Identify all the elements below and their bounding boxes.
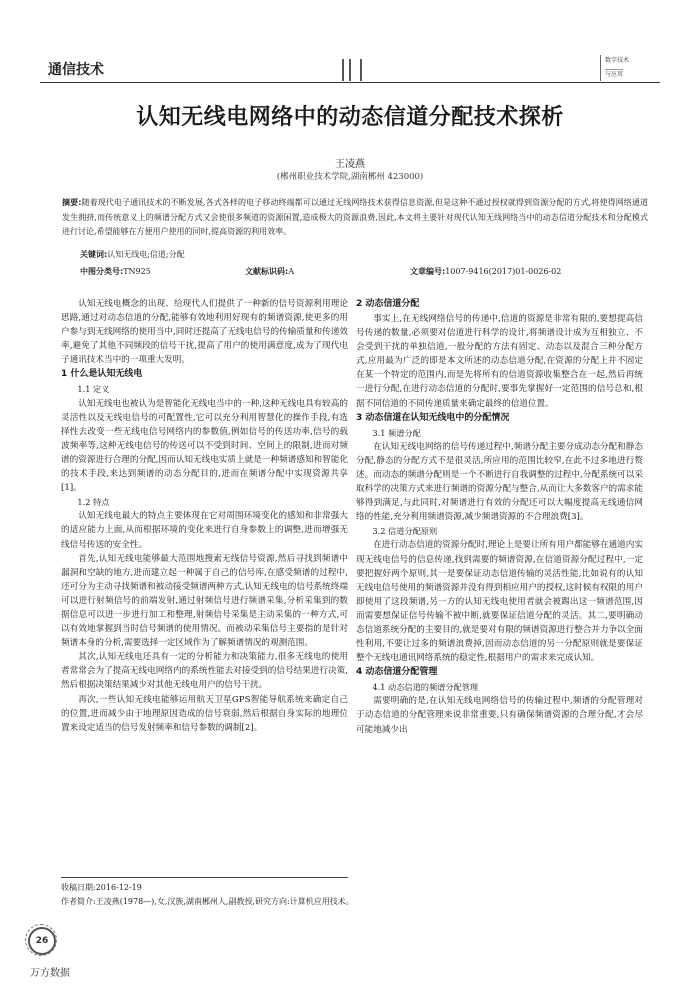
intro-paragraph: 认知无线电概念的出现、给现代人们提供了一种新的信号资源利用理论思路,通过对动态信道的分配,能够有效地利用好现有的频谱资源,使更多的用户参与到无线网络的使用当中,同时还提高了无线电信号的传输质量和传递效率,避免了其他不同频段的信号干扰,提高了用户的使用满意度,成为了现代电子通讯技术当中的一项重大发明。 <box>61 299 348 366</box>
left-column <box>61 297 348 735</box>
document-code <box>245 266 294 277</box>
paragraph-1-1: 认知无线电也被认为是智能化无线电当中的一种,这种无线电具有较高的灵活性以及无线电信号的可配置性,它可以充分利用智慧化的操作手段,有选择性去改变一些无线电信号网络内的参数值,例如信号的传送功率,信号的载波频率等,这种无线电信号的传送可以不受到时间、空间上的限制,进而对频谱的资源进行合理的分配,因而认知无线电实质上就是一种频谱感知和智能化的技术手段,来达到频谱的动态分配目的,进而在频谱分配中实现资源共享[1]。 <box>61 398 348 494</box>
paragraph-3-1: 在认知无线电网络的信号传递过程中,频谱分配主要分成动态分配和静态分配,静态的分配方式不是很灵活,所应用的范围比较窄,在此不过多地进行赘述。而动态的频谱分配则是一个不断进行自我调整的过程中,分配系统可以采取科学的决策方式来进行频谱的资源分配与整合,从而让大多数客户的需求能够得到满足,与此同时,对频谱进行有效的分配还可以大幅度提高无线通信网络的性能,充分利用频谱资源,减少频谱资源的不合理浪费[3]。 <box>356 441 643 523</box>
subsection-heading-3-1: 3.1 频谱分配 <box>372 427 421 438</box>
author-bio: 作者简介:王凌燕(1978—),女,汉族,湖南郴州人,副教授,研究方向:计算机应用技术。 <box>61 897 354 906</box>
journal-logo <box>600 55 657 81</box>
clc-label: 中图分类号: <box>80 267 124 276</box>
page-number-badge: 26 <box>28 927 56 955</box>
keywords-text: 认知无线电;信道;分配 <box>107 250 185 259</box>
subsection-heading-1-1: 1.1 定义 <box>77 384 110 395</box>
abstract <box>62 196 648 240</box>
subsection-heading-4-1: 4.1 动态信道的频谱分配管理 <box>372 682 479 693</box>
footnotes <box>61 881 354 909</box>
clc-number <box>80 266 151 277</box>
article-number <box>410 266 561 277</box>
paragraph-4-1: 需要明确的是,在认知无线电网络信号的传输过程中,频谱的分配管理对于动态信道的分配管理来说非常重要,只有确保频谱资源的合理分配,才会尽可能地减少出 <box>356 696 643 735</box>
received-date: 收稿日期:2016-12-19 <box>61 883 142 892</box>
wanfang-watermark: 万方数据 <box>30 968 70 979</box>
paper-title: 认知无线电网络中的动态信道分配技术探析 <box>136 105 564 130</box>
article-no-value: 1007-9416(2017)01-0026-02 <box>445 267 562 276</box>
clc-value: TN925 <box>123 267 151 276</box>
subsection-heading-3-2: 3.2 信道分配原则 <box>372 526 438 537</box>
paragraph-1-2a: 认知无线电最大的特点主要体现在它对周围环境变化的感知和非常强大的适应能力上面,从而根据环境的变化来进行自身参数上的调整,进而增强无线信号传送的安全性。 <box>61 511 348 550</box>
section-heading-1: 1 什么是认知无线电 <box>61 369 143 380</box>
abstract-label: 摘要: <box>62 198 82 207</box>
subsection-heading-1-2: 1.2 特点 <box>77 497 110 508</box>
keywords <box>80 249 185 260</box>
abstract-text: 随着现代电子通讯技术的不断发展,各式各样的电子移动终端都可以通过无线网络技术获得信息资源,但是这种不通过授权就得到资源分配的方式,将使得网络通道发生拥挤,而传统意义上的频谱分配方式又会使很多频道的资源闲置,造成极大的资源浪费,因此,本文将主要针对现代认知无线网络当中的动态信道分配技术和分配模式进行讨论,希望能够在方便用户使用的同时,提高资源的利用效率。 <box>62 198 649 236</box>
running-header <box>40 55 660 81</box>
logo-bottom-text: 与应用 <box>605 71 624 78</box>
header-rule <box>40 82 660 83</box>
footnote-rule <box>61 877 348 878</box>
section-heading-3: 3 动态信道在认知无线电中的分配情况 <box>356 412 510 423</box>
article-no-label: 文章编号: <box>410 267 446 276</box>
section-label: 通信技术 <box>48 62 104 78</box>
author-name: 王凌燕 <box>335 159 365 170</box>
paragraph-1-2d: 再次,一些认知无线电能够运用航天卫星GPS智能导航系统来确定自己的位置,进而减少由于地理原因造成的信号衰弱,然后根据自身实际的地理位置来设定适当的信号发射频率和信号参数的调制[2]。 <box>61 694 348 733</box>
doccode-value: A <box>288 267 294 276</box>
section-heading-4: 4 动态信道分配管理 <box>356 667 438 678</box>
logo-top-text: 数字技术 <box>605 57 630 64</box>
paragraph-2: 事实上,在无线网络信号的传递中,信道的资源是非常有限的,要想提高信号传递的数量,必须要对信道进行科学的设计,将频谱设计成为互相独立、不会受到干扰的单独信道,一般分配的方法有固定、动态以及混合三种分配方式,应用最为广泛的即是本文所述的动态信道分配,在资源的分配上并不固定在某一个特定的范围内,而是先将所有的信道资源收集整合在一起,然后再统一进行分配,在进行动态信道的分配时,要事先掌握好一定范围的信号总和,根据不同信道的不同传递质量来确定最终的信道位置。 <box>356 314 643 409</box>
paragraph-1-2b: 首先,认知无线电能够最大范围地搜索无线信号资源,然后寻找到频谱中漏洞和空缺的地方,进而建立起一种属于自己的信号库,在感受频谱的过程中,还可分为主动寻找频谱和被动接受频谱两种方式,认知无线电的信号系统终端可以进行射频信号的前端发射,通过射频信号进行频谱采集,分析采集到的数据信息可以进一步进行加工和整理,射频信号采集是主动采集的一种方式,可以有效地掌握到当时信号频谱的使用情况。而被动采集信号主要指的是针对频谱本身的分析,需要选择一定区域作为了解频谱情况的观测范围。 <box>61 553 348 649</box>
header-ornament <box>340 59 366 81</box>
section-heading-2: 2 动态信道分配 <box>356 299 420 309</box>
keywords-label: 关键词: <box>80 250 108 259</box>
right-column <box>356 297 643 737</box>
affiliation: (郴州职业技术学院,湖南郴州 423000) <box>276 172 424 182</box>
paragraph-1-2c: 其次,认知无线电还具有一定的分析能力和决策能力,很多无线电的使用者常常会为了提高无线电网络内的系统性能去对接受到的信号结果进行决策,然后根据决策结果减少对其他无线电用户的信号干扰。 <box>61 652 348 691</box>
doccode-label: 文献标识码: <box>245 267 289 276</box>
paragraph-3-2: 在进行动态信道的资源分配时,理论上是要让所有用户都能够在通道内实现无线电信号的信息传递,找到需要的频谱资源,在信道资源分配过程中,一定要把握好两个原则,其一是要保证动态信道传输的灵活性能,比如说有的认知无线电信号使用的频谱资源并没有得到相应用户的授权,这时候有权限的用户即使用了这段频谱,另一方的认知无线电使用者就会被踢出这一频谱范围,因而需要想保证信号传输不被中断,就要保证信道分配的灵活。其二,要明确动态信道系统分配的主要目的,就是要对有限的频谱资源进行整合并力争以全面性利用,不要让过多的频谱浪费掉,因而动态信道的另一分配原则就是要保证整个无线电通讯网络系统的稳定性,根据用户的需求来完成认知。 <box>356 540 643 664</box>
